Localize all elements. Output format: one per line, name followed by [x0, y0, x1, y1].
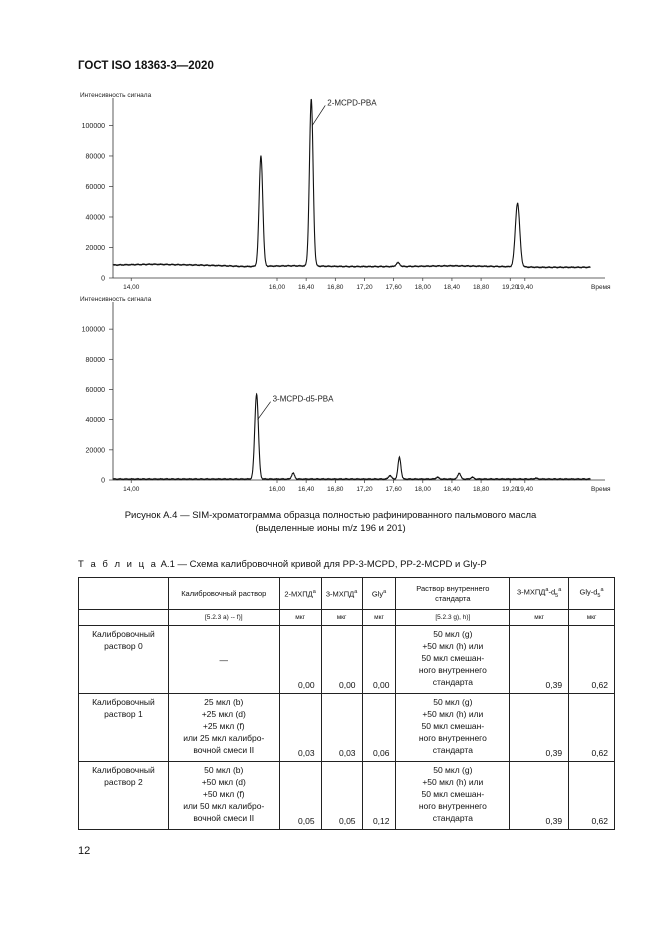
peak-apex — [256, 393, 257, 394]
row-solution: 50 мкл (b) +50 мкл (d) +50 мкл (f) или 50 мкл калибро- вочной смеси II — [168, 762, 279, 830]
subheader-unit: мкг — [569, 610, 615, 626]
subheader-unit: мкг — [510, 610, 569, 626]
page-number: 12 — [78, 845, 91, 857]
signal-trace — [113, 99, 590, 268]
x-tick-label: 16,00 — [268, 486, 286, 493]
y-tick-label: 100000 — [81, 122, 105, 130]
row-solution: 25 мкл (b) +25 мкл (d) +25 мкл (f) или 25 мкл калибро- вочной смеси II — [168, 694, 279, 762]
x-tick-label: 18,00 — [414, 486, 431, 493]
x-tick-label: 18,80 — [472, 486, 490, 493]
annotation-leader — [312, 105, 325, 125]
subheader-empty-cell — [79, 610, 169, 626]
y-tick-label: 100000 — [81, 326, 105, 334]
header-2-mcpd: 2-МХПД$^a$ — [279, 578, 321, 610]
y-axis-title: Интенсивность сигнала — [80, 92, 152, 99]
peak-apex — [459, 473, 460, 474]
x-tick-label: 17,60 — [385, 486, 402, 493]
header-cal-solution: Калибровочный раствор — [168, 578, 279, 610]
subheader-unit: мкг — [362, 610, 396, 626]
x-axis-title: Время — [591, 284, 611, 291]
header-gly: Gly$^a$ — [362, 578, 396, 610]
table-header-row — [79, 578, 615, 610]
row-internal-standard: 50 мкл (g) +50 мкл (h) или 50 мкл смешан- ного внутреннего стандарта — [396, 762, 510, 830]
y-tick-label: 0 — [101, 275, 105, 283]
x-tick-label: 14,00 — [123, 486, 140, 493]
signal-trace — [113, 394, 590, 479]
x-tick-label: 17,20 — [356, 284, 373, 291]
row-3-mcpd-value: 0,05 — [321, 762, 362, 830]
row-2-mcpd-value: 0,05 — [279, 762, 321, 830]
x-tick-label: 19,20 — [502, 284, 519, 291]
row-2-mcpd-value: 0,00 — [279, 626, 321, 694]
x-tick-label: 19,40 — [516, 284, 533, 291]
y-tick-label: 40000 — [85, 417, 105, 425]
peak-apex — [535, 478, 536, 479]
figure-caption-line-1: Рисунок A.4 — SIM-хроматограмма образца полностью рафинированного пальмового масла — [124, 510, 537, 521]
x-tick-label: 16,80 — [327, 486, 344, 493]
x-tick-label: 17,60 — [385, 284, 402, 291]
table-title-text: A.1 — Схема калибровочной кривой для PP-3-MCPD, PP-2-MCPD и Gly-P — [160, 559, 487, 570]
peak-annotation: 3-MCPD-d5-PBA — [272, 394, 334, 404]
figure-caption-line-2: (выделенные ионы m/z 196 и 201) — [255, 522, 406, 534]
y-tick-label: 60000 — [85, 386, 105, 394]
chromatogram-bottom — [0, 290, 661, 500]
y-tick-label: 80000 — [85, 153, 105, 161]
calibration-table — [78, 577, 615, 830]
peak-apex — [472, 477, 473, 478]
table-title — [78, 559, 487, 570]
y-tick-label: 20000 — [85, 244, 105, 252]
y-tick-label: 60000 — [85, 183, 105, 191]
peak-apex — [389, 475, 390, 476]
y-axis-title: Интенсивность сигнала — [80, 296, 152, 303]
x-tick-label: 18,40 — [443, 486, 461, 493]
x-tick-label: 18,80 — [472, 284, 490, 291]
chromatogram-top — [0, 90, 661, 290]
row-internal-standard: 50 мкл (g) +50 мкл (h) или 50 мкл смешан- ного внутреннего стандарта — [396, 626, 510, 694]
x-tick-label: 16,00 — [268, 284, 286, 291]
x-tick-label: 18,00 — [414, 284, 431, 291]
x-tick-label: 16,80 — [327, 284, 344, 291]
subheader-unit: мкг — [279, 610, 321, 626]
header-internal-standard: Раствор внутреннего стандарта — [396, 578, 510, 610]
peak-apex — [397, 262, 398, 263]
row-label: Калибровочный раствор 1 — [79, 694, 169, 762]
row-solution: — — [168, 626, 279, 694]
row-2-mcpd-value: 0,03 — [279, 694, 321, 762]
row-3-mcpd-value: 0,00 — [321, 626, 362, 694]
table-title-prefix: Т а б л и ц а — [78, 559, 158, 570]
peak-apex — [292, 473, 293, 474]
x-tick-label: 16,40 — [298, 486, 315, 493]
peak-annotation: 2-MCPD-PBA — [327, 98, 377, 108]
figure-caption — [0, 510, 661, 535]
peak-apex — [311, 99, 312, 100]
table-row — [79, 694, 615, 762]
peak-apex — [260, 155, 261, 156]
peak-apex — [399, 457, 400, 458]
x-tick-label: 19,40 — [516, 486, 533, 493]
row-gly-value: 0,12 — [362, 762, 396, 830]
x-tick-label: 17,20 — [356, 486, 373, 493]
row-internal-standard: 50 мкл (g) +50 мкл (h) или 50 мкл смешан- ного внутреннего стандарта — [396, 694, 510, 762]
row-gly-d5-value: 0,62 — [569, 762, 615, 830]
peak-apex — [437, 477, 438, 478]
row-3-mcpd-value: 0,03 — [321, 694, 362, 762]
row-gly-value: 0,06 — [362, 694, 396, 762]
x-tick-label: 19,20 — [502, 486, 519, 493]
subheader-cal-ref: [5.2.3 a) -- f)] — [168, 610, 279, 626]
y-tick-label: 20000 — [85, 447, 105, 455]
x-axis-title: Время — [591, 486, 611, 493]
row-3-mcpd-d5-value: 0,39 — [510, 626, 569, 694]
x-tick-label: 16,40 — [298, 284, 315, 291]
subheader-unit: мкг — [321, 610, 362, 626]
annotation-leader — [258, 402, 271, 420]
row-label: Калибровочный раствор 0 — [79, 626, 169, 694]
table-subheader-row — [79, 610, 615, 626]
header-3-mcpd-d5: $3-МХПД^a-d_5^a$ — [510, 578, 569, 610]
peak-apex — [517, 203, 518, 204]
row-gly-value: 0,00 — [362, 626, 396, 694]
x-tick-label: 14,00 — [123, 284, 140, 291]
row-gly-d5-value: 0,62 — [569, 694, 615, 762]
subheader-internal-ref: [5.2.3 g), h)] — [396, 610, 510, 626]
header-gly-d5: Gly-$d_5^a$ — [569, 578, 615, 610]
row-3-mcpd-d5-value: 0,39 — [510, 694, 569, 762]
document-header: ГОСТ ISO 18363-3—2020 — [78, 60, 214, 72]
row-gly-d5-value: 0,62 — [569, 626, 615, 694]
x-tick-label: 18,40 — [443, 284, 461, 291]
table-row — [79, 762, 615, 830]
y-tick-label: 0 — [101, 477, 105, 485]
y-tick-label: 80000 — [85, 356, 105, 364]
y-tick-label: 40000 — [85, 214, 105, 222]
row-label: Калибровочный раствор 2 — [79, 762, 169, 830]
row-3-mcpd-d5-value: 0,39 — [510, 762, 569, 830]
header-empty-cell — [79, 578, 169, 610]
header-3-mcpd: 3-МХПД$^a$ — [321, 578, 362, 610]
table-row — [79, 626, 615, 694]
